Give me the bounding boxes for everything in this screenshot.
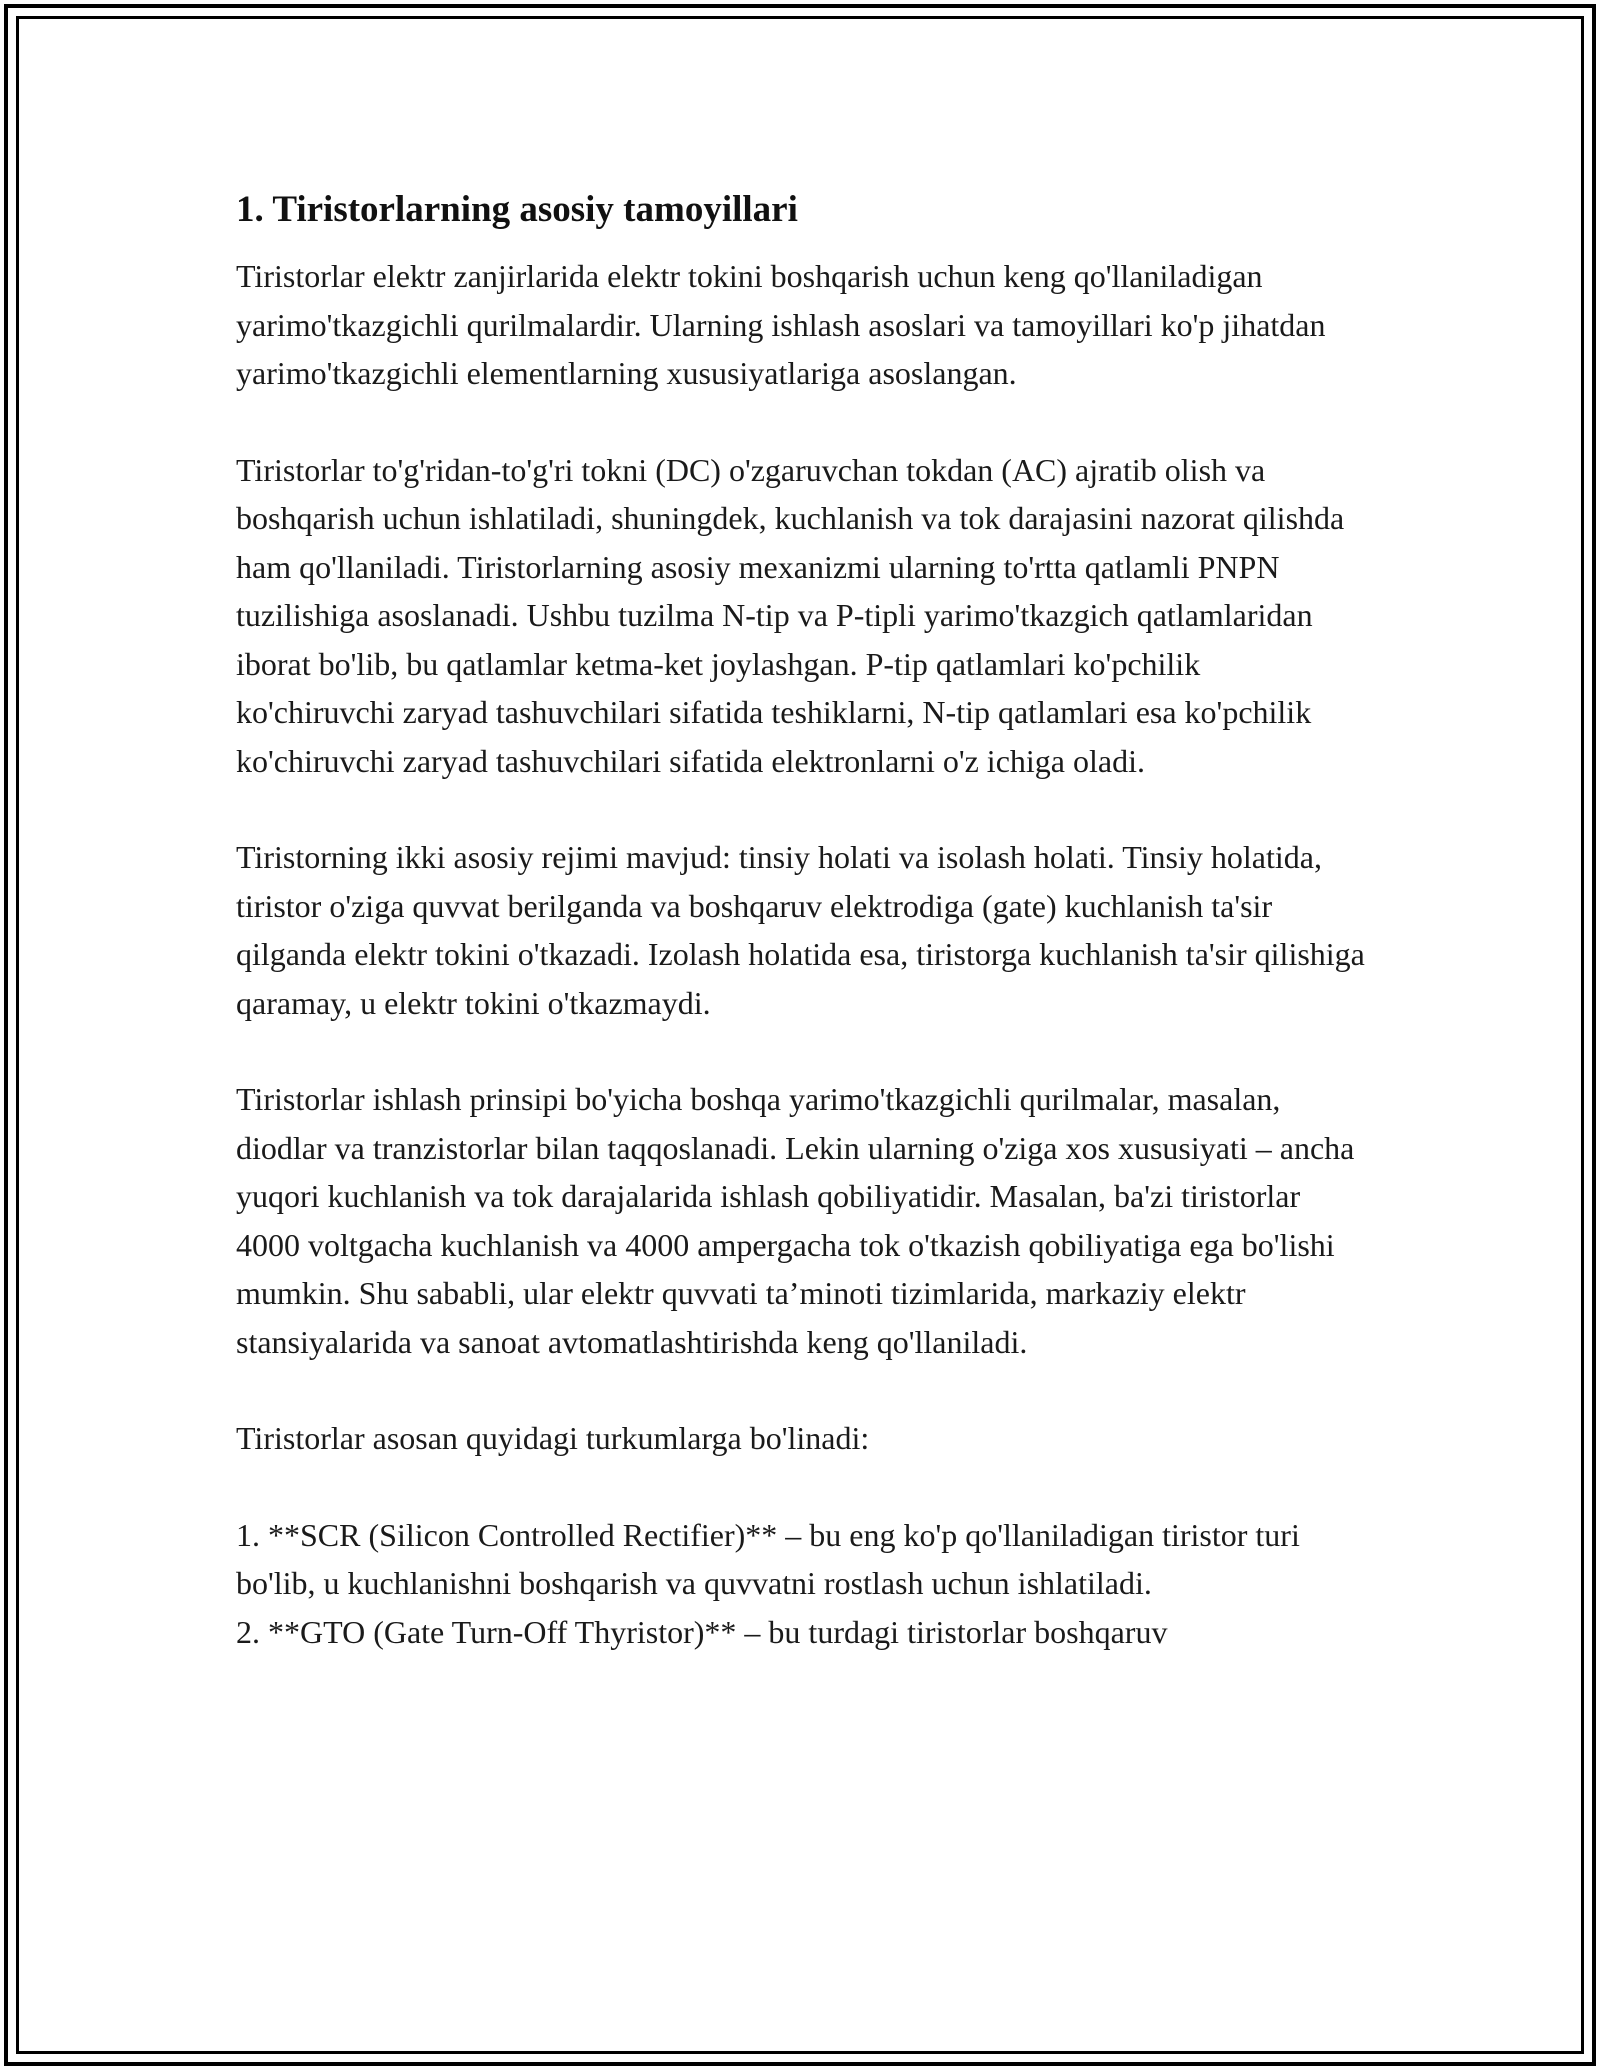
paragraph-structure: Tiristorlar to'g'ridan-to'g'ri tokni (DC) o'zgaruvchan tokdan (AC) ajratib olish va boshqarish uchun ishlatiladi, shuningdek, kuchlanish va tok darajasini nazorat qilishda ham qo'llaniladi. Tiristorlarning asosiy mexanizmi ularning to'rtta qatlamli PNPN tuzilishiga asoslanadi. Ushbu tuzilma N-tip va P-tipli yarimo'tkazgich qatlamlaridan iborat bo'lib, bu qatlamlar ketma-ket joylashgan. P-tip qatlamlari ko'pchilik ko'chiruvchi zaryad tashuvchilari sifatida teshiklarni, N-tip qatlamlari esa ko'pchilik ko'chiruvchi zaryad tashuvchilari sifatida elektronlarni o'z ichiga oladi. <box>236 451 1345 779</box>
paragraph-intro: Tiristorlar elektr zanjirlarida elektr tokini boshqarish uchun keng qo'llaniladigan yarimo'tkazgichli qurilmalardir. Ularning ishlash asoslari va tamoyillari ko'p jihatdan yarimo'tkazgichli elementlarning xususiyatlariga asoslangan. <box>236 258 1326 392</box>
list-item-scr: 1. **SCR (Silicon Controlled Rectifier)** – bu eng ko'p qo'llaniladigan tiristor turi bo'lib, u kuchlanishni boshqarish va quvvatni rostlash uchun ishlatiladi. <box>236 1516 1300 1602</box>
paragraph-modes: Tiristorning ikki asosiy rejimi mavjud: tinsiy holati va isolash holati. Tinsiy holatida, tiristor o'ziga quvvat berilganda va boshqaruv elektrodiga (gate) kuchlanish ta'sir qilganda elektr tokini o'tkazadi. Izolash holatida esa, tiristorga kuchlanish ta'sir qilishiga qaramay, u elektr tokini o'tkazmaydi. <box>236 839 1365 1021</box>
document-page <box>236 186 1366 1656</box>
section-heading: 1. Tiristorlarning asosiy tamoyillari <box>236 189 798 230</box>
paragraph-comparison: Tiristorlar ishlash prinsipi bo'yicha boshqa yarimo'tkazgichli qurilmalar, masalan, diodlar va tranzistorlar bilan taqqoslanadi. Lekin ularning o'ziga xos xususiyati – ancha yuqori kuchlanish va tok darajalarida ishlash qobiliyatidir. Masalan, ba'zi tiristorlar 4000 voltgacha kuchlanish va 4000 ampergacha tok o'tkazish qobiliyatiga ega bo'lishi mumkin. Shu sababli, ular elektr quvvati ta’minoti tizimlarida, markaziy elektr stansiyalarida va sanoat avtomatlashtirishda keng qo'llaniladi. <box>236 1081 1355 1360</box>
list-item-gto: 2. **GTO (Gate Turn-Off Thyristor)** – bu turdagi tiristorlar boshqaruv <box>236 1613 1168 1650</box>
paragraph-types-intro: Tiristorlar asosan quyidagi turkumlarga bo'linadi: <box>236 1420 870 1457</box>
